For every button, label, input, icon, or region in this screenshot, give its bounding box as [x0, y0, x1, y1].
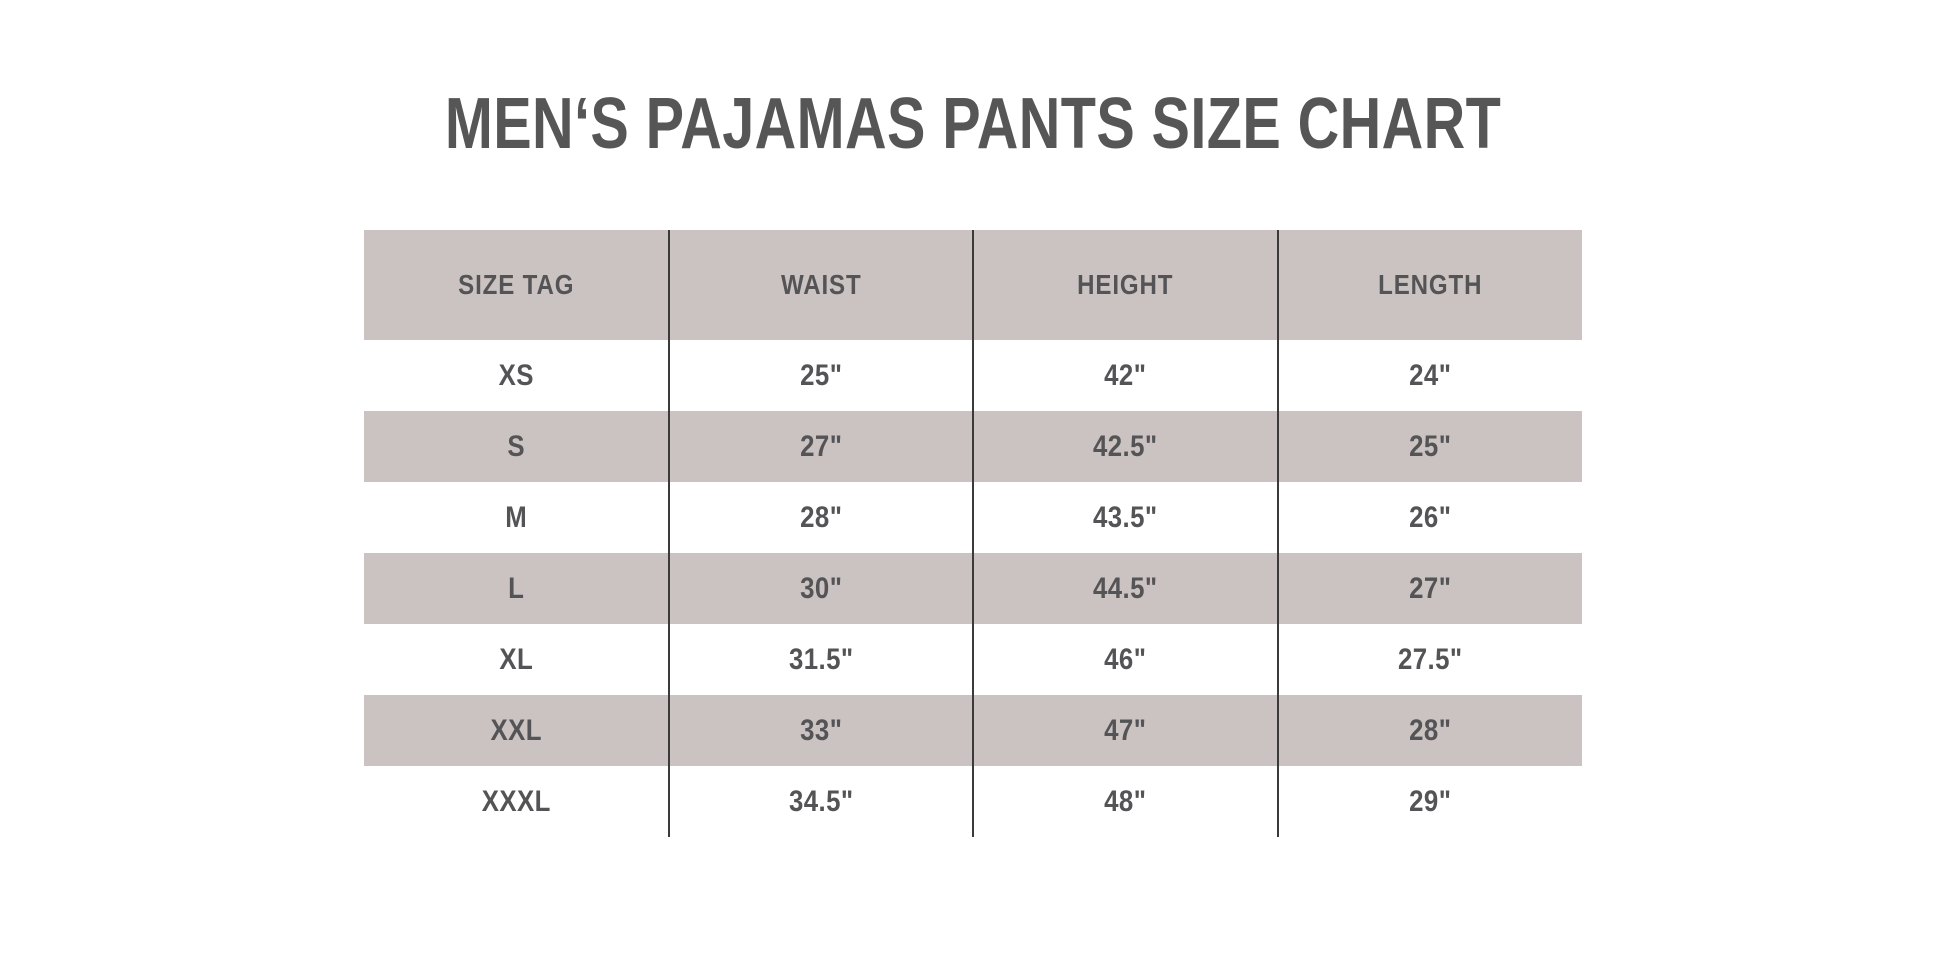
- size-tag-cell: M: [505, 500, 528, 534]
- waist-cell: 27": [799, 429, 842, 463]
- size-tag-cell: L: [508, 571, 525, 605]
- column-divider: [972, 230, 974, 837]
- waist-cell: 31.5": [788, 642, 854, 676]
- size-chart-table: [364, 230, 1582, 837]
- page-title: MEN‘S PAJAMAS PANTS SIZE CHART: [444, 84, 1502, 164]
- length-cell: 28": [1408, 713, 1451, 747]
- height-cell: 46": [1104, 642, 1147, 676]
- waist-cell: 25": [799, 358, 842, 392]
- size-tag-cell: XXXL: [481, 784, 551, 818]
- waist-cell: 34.5": [788, 784, 854, 818]
- height-cell: 47": [1104, 713, 1147, 747]
- length-cell: 29": [1408, 784, 1451, 818]
- length-cell: 27.5": [1397, 642, 1463, 676]
- height-cell: 42": [1104, 358, 1147, 392]
- size-tag-cell: XXL: [490, 713, 542, 747]
- length-cell: 27": [1408, 571, 1451, 605]
- waist-cell: 33": [799, 713, 842, 747]
- size-tag-cell: XL: [499, 642, 534, 676]
- height-cell: 43.5": [1092, 500, 1158, 534]
- height-cell: 44.5": [1092, 571, 1158, 605]
- height-cell: 42.5": [1092, 429, 1158, 463]
- column-header-size-tag: SIZE TAG: [458, 269, 575, 300]
- length-cell: 24": [1408, 358, 1451, 392]
- size-tag-cell: S: [507, 429, 526, 463]
- column-divider: [1277, 230, 1279, 837]
- column-header-length: LENGTH: [1377, 269, 1482, 300]
- column-header-height: HEIGHT: [1077, 269, 1174, 300]
- size-tag-cell: XS: [498, 358, 534, 392]
- column-header-waist: WAIST: [780, 269, 862, 300]
- column-divider: [668, 230, 670, 837]
- waist-cell: 30": [799, 571, 842, 605]
- waist-cell: 28": [799, 500, 842, 534]
- length-cell: 26": [1408, 500, 1451, 534]
- length-cell: 25": [1408, 429, 1451, 463]
- height-cell: 48": [1104, 784, 1147, 818]
